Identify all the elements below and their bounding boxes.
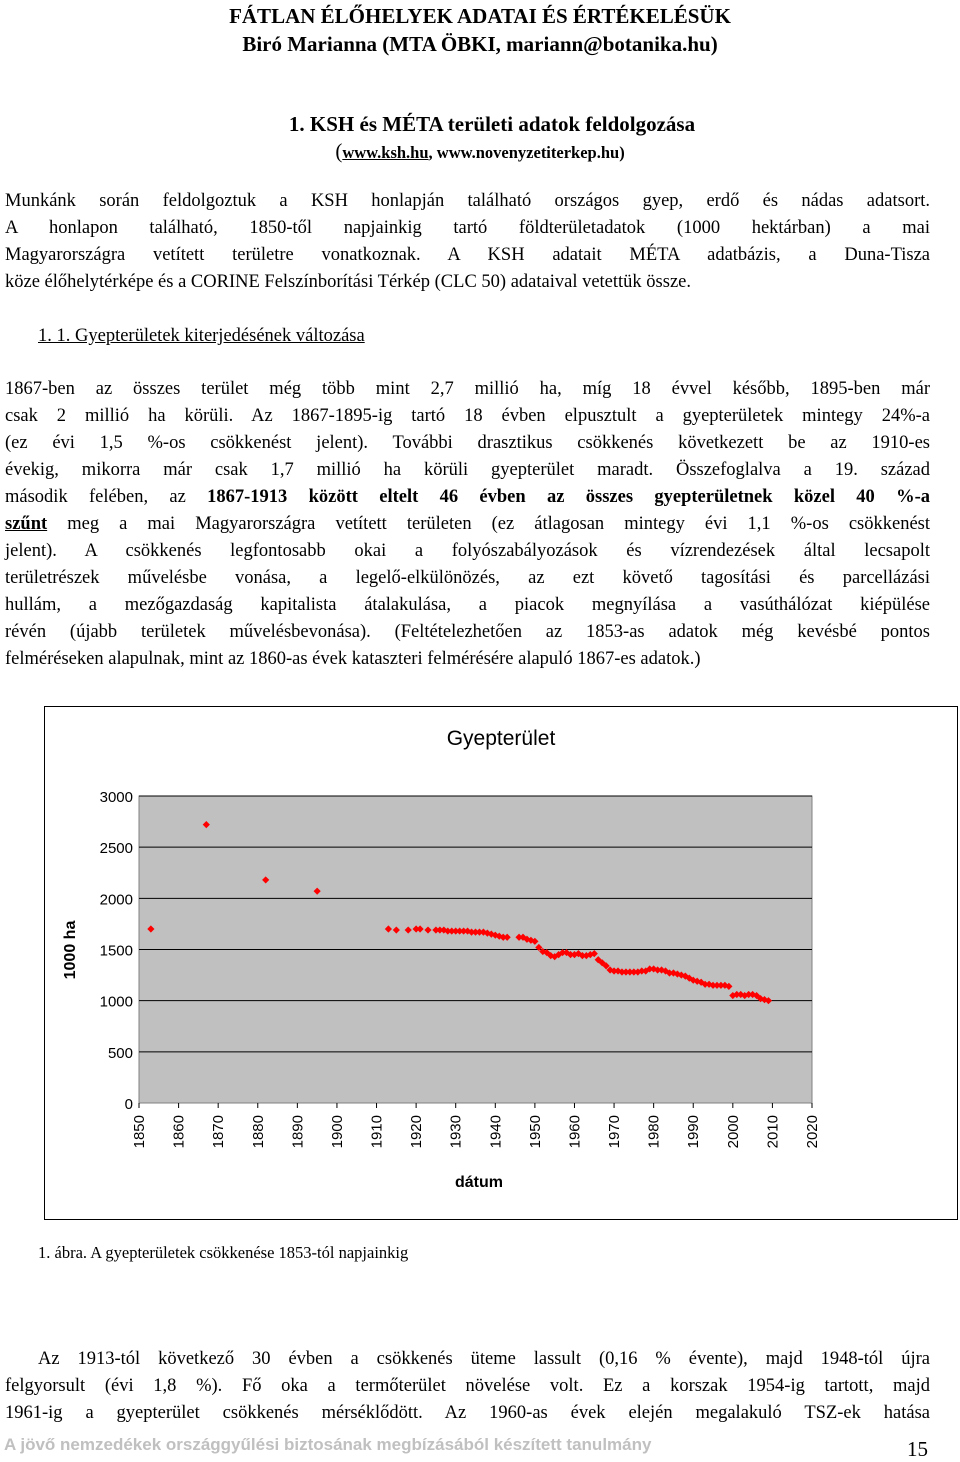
x-tick-label: 2010 [764,1115,782,1149]
y-axis-label: 1000 ha [62,920,79,980]
author-line: Biró Marianna (MTA ÖBKI, mariann@botanika.hu) [242,32,718,56]
p2-line-5 [5,487,930,508]
p1-line-4: köze élőhelytérképe és a CORINE Felszínborítási Térkép (CLC 50) adataival vetettük össze. [5,272,691,292]
source-links [0,139,960,164]
p2-line-3: (ez évi 1,5 %-os csökkenést jelent). További drasztikus csökkenés következett be az 1910-es [5,433,930,453]
x-tick-label: 1990 [685,1115,703,1149]
links-rest: , www.novenyzetiterkep.hu) [428,143,625,162]
x-tick-label: 1920 [408,1115,426,1149]
x-tick-label: 1910 [368,1115,386,1149]
y-tick-label: 500 [107,1044,133,1062]
p2-line-4: évekig, mikorra már csak 1,7 millió ha körüli gyepterület maradt. Összefoglalva a 19. század [5,460,930,480]
x-tick-label: 1960 [566,1115,584,1149]
p2-line-7: jelent). A csökkenés legfontosabb okai a folyószabályozások és vízrendezések által lecsapolt [5,541,930,561]
figure-caption [38,1243,408,1263]
footer-text: A jövő nemzedékek országgyűlési biztosának megbízásából készített tanulmány [4,1435,652,1454]
p2-line-9: hullám, a mezőgazdaság kapitalista átalakulása, a piacok megnyílása a vasúthálózat kiépülése [5,595,930,615]
caption-prefix: 1. ábra. [38,1243,88,1262]
p2-line-6 [5,514,930,535]
x-tick-label: 1890 [289,1115,307,1149]
x-tick-label: 1860 [170,1115,188,1149]
p3-line-1: Az 1913-tól következő 30 évben a csökkenés üteme lassult (0,16 % évente), majd 1948-tól újra [38,1349,930,1369]
x-tick-label: 1870 [210,1115,228,1149]
p1-line-3: Magyarországra vetített területre vonatkoznak. A KSH adatait MÉTA adatbázis, a Duna-Tisza [5,245,930,265]
p2-line-8: területrészek művelésbe vonása, a legelő-elkülönözés, az ezt követő tagosítási és parcellázási [5,568,930,588]
chart-frame [44,706,958,1220]
y-tick-label: 2500 [99,840,133,858]
p2-bold-phrase: 1867-1913 között eltelt 46 évben az összes gyepterületnek közel 40 %-a [207,487,931,507]
y-tick-label: 1500 [99,942,133,960]
document-title: FÁTLAN ÉLŐHELYEK ADATAI ÉS ÉRTÉKELÉSÜK [229,4,731,28]
x-tick-label: 1970 [606,1115,624,1149]
subsection-heading: 1. 1. Gyepterületek kiterjedésének változása [38,326,365,346]
x-tick-labels [131,1103,821,1148]
grassland-chart [45,707,957,1219]
p1-line-2: A honlapon található, 1850-től napjainkig tartó földterületadatok (1000 hektárban) a mai [5,218,930,238]
x-tick-label: 1940 [487,1115,505,1149]
links-open-paren: ( [335,139,343,163]
y-tick-label: 2000 [99,891,133,909]
p2-line-10: révén (újabb területek művelésbevonása). (Feltételezhetően az 1853-as adatok még kevésbé pontos [5,622,930,642]
p2-bold-word: szűnt [5,514,48,534]
x-tick-label: 2020 [804,1115,821,1149]
p3-line-3: 1961-ig a gyepterület csökkenés mérséklődött. Az 1960-as évek elején megalakuló TSZ-ek hatása [5,1403,930,1423]
ksh-link[interactable]: www.ksh.hu [342,143,429,162]
x-tick-label: 2000 [724,1115,742,1149]
x-tick-label: 1900 [328,1115,346,1149]
caption-text: A gyepterületek csökkenése 1853-tól napjainkig [87,1243,409,1262]
p3-line-2: felgyorsult (évi 1,8 %). Fő oka a termőterület növelése volt. Ez a korszak 1954-ig tartott, majd [5,1376,930,1396]
x-tick-label: 1950 [526,1115,544,1149]
y-tick-labels [100,789,133,1113]
x-axis-label: dátum [455,1174,503,1191]
p2-line-6-rest: meg a mai Magyarországra vetített területen (ez átlagosan mintegy évi 1,1 %-os csökkenést [47,514,930,534]
p2-line-1: 1867-ben az összes terület még több mint 2,7 millió ha, míg 18 évvel később, 1895-ben már [5,379,930,399]
p2-line-11: felméréseken alapulnak, mint az 1860-as évek kataszteri felmérésére alapuló 1867-es adatok.) [5,649,701,669]
p2-line-2: csak 2 millió ha körüli. Az 1867-1895-ig tartó 18 évben elpusztult a gyepterületek mintegy 24%-a [5,406,930,426]
y-tick-label: 1000 [99,993,133,1011]
p1-line-1: Munkánk során feldolgoztuk a KSH honlapján található országos gyep, erdő és nádas adatsort. [5,191,930,211]
x-tick-label: 1880 [249,1115,267,1149]
y-tick-label: 3000 [99,789,133,806]
x-tick-label: 1980 [645,1115,663,1149]
p2-line-5-start: második felében, az [5,487,208,507]
section-heading: 1. KSH és MÉTA területi adatok feldolgozása [288,112,696,136]
chart-title: Gyepterület [446,727,556,750]
y-tick-label: 0 [124,1096,133,1113]
page-number: 15 [907,1437,928,1461]
x-tick-label: 1930 [447,1115,465,1149]
x-tick-label: 1850 [131,1115,148,1149]
